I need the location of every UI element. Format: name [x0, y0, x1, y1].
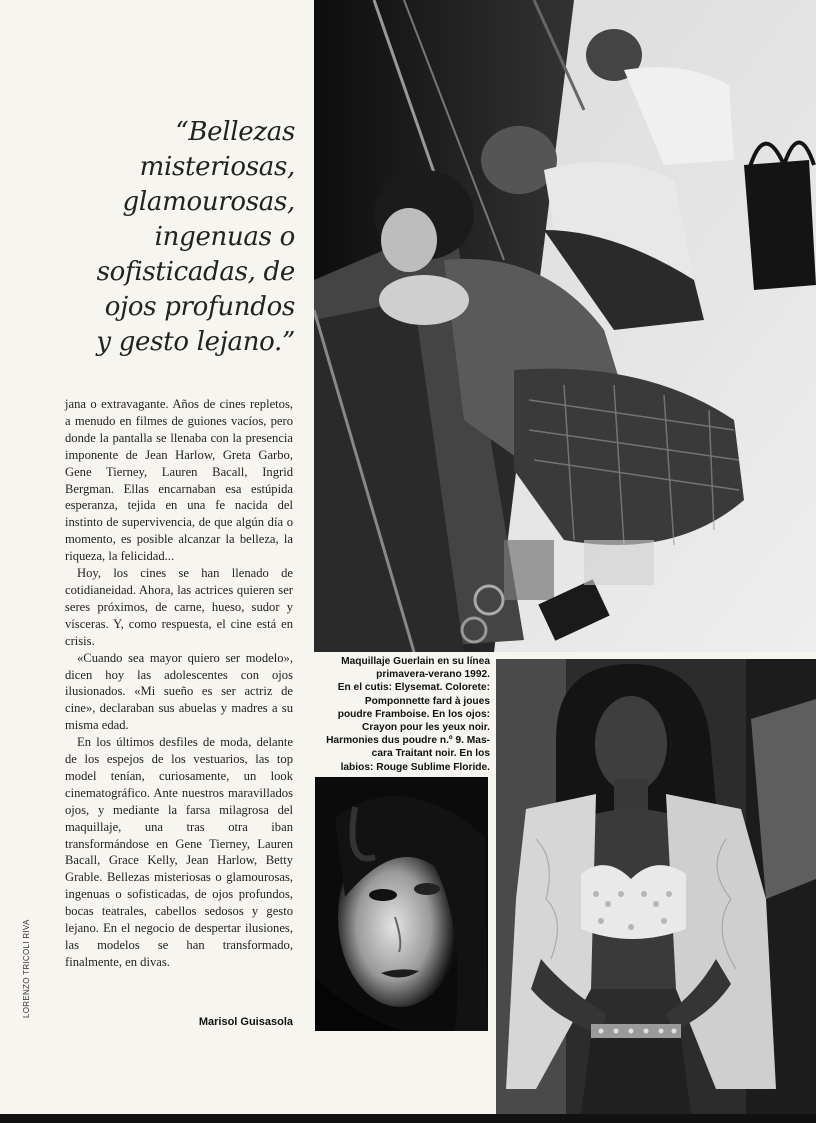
makeup-caption: Maquillaje Guerlain en su línea primavera-verano 1992. En el cutis: Elysemat. Colorete: Pomponnette fard à joues poudre Framboise. En los ojos: Crayon pour les yeux noir. Harmonies dus poudre n.º 9. Mas- cara Traitant noir. En los labios: Rouge Sublime Floride.	[326, 656, 490, 773]
photo-credit: LORENZO TRICOLI RIVA	[22, 919, 31, 1018]
portrait-photo-illustration	[315, 777, 488, 1031]
page-bottom-edge	[0, 1114, 816, 1123]
model-photo-illustration	[496, 659, 816, 1114]
article-paragraph: Hoy, los cines se han llenado de cotidianeidad. Ahora, las actrices quieren ser seres próximos, de carne, hueso, sudor y vísceras. Y, como respuesta, el cine está en crisis.	[65, 566, 293, 648]
author-signature: Marisol Guisasola	[198, 1016, 293, 1028]
article-body	[65, 396, 293, 971]
article-paragraph: jana o extravagante. Años de cines repletos, a menudo en filmes de guiones vacíos, pero donde la pantalla se llenaba con la presencia imponente de Jean Harlow, Greta Garbo, Gene Tierney, Lauren Bacall, Ingrid Bergman. Ellas encarnaban esa estúpida esperanza, tejida en una fe nacida del instinto de supervivencia, de que algún día o momento, es posible alcanzar la belleza, la riqueza, la felicidad...	[65, 397, 293, 564]
pull-quote: “Bellezas misteriosas, glamourosas, ingenuas o sofisticadas, de ojos profundos y gesto lejano.”	[96, 117, 295, 357]
article-paragraph: «Cuando sea mayor quiero ser modelo», dicen hoy las adolescentes con ojos ilusionados. «Mi sueño es ser actriz de cine», declaraban sus abuelas y madres a su misma edad.	[65, 650, 293, 733]
backstage-photo	[314, 0, 816, 652]
model-photo	[496, 659, 816, 1114]
article-paragraph: En los últimos desfiles de moda, delante de los espejos de los vestuarios, las top model tenían, curiosamente, un look cinematográfico. Ante nuestros maravillados ojos, y mediante la farsa milagrosa del maquillaje, una tras otra iban transformándose en Gene Tierney, Lauren Bacall, Grace Kelly, Jean Harlow, Betty Grable. Bellezas misteriosas o glamourosas, ingenuas o sofisticadas, de ojos profundos, bocas teatrales, cabellos sedosos y gesto lejano. En el negocio de despertar ilusiones, las modelos se han transformado, finalmente, en divas.	[65, 735, 293, 969]
portrait-photo	[315, 777, 488, 1031]
backstage-photo-illustration	[314, 0, 816, 652]
